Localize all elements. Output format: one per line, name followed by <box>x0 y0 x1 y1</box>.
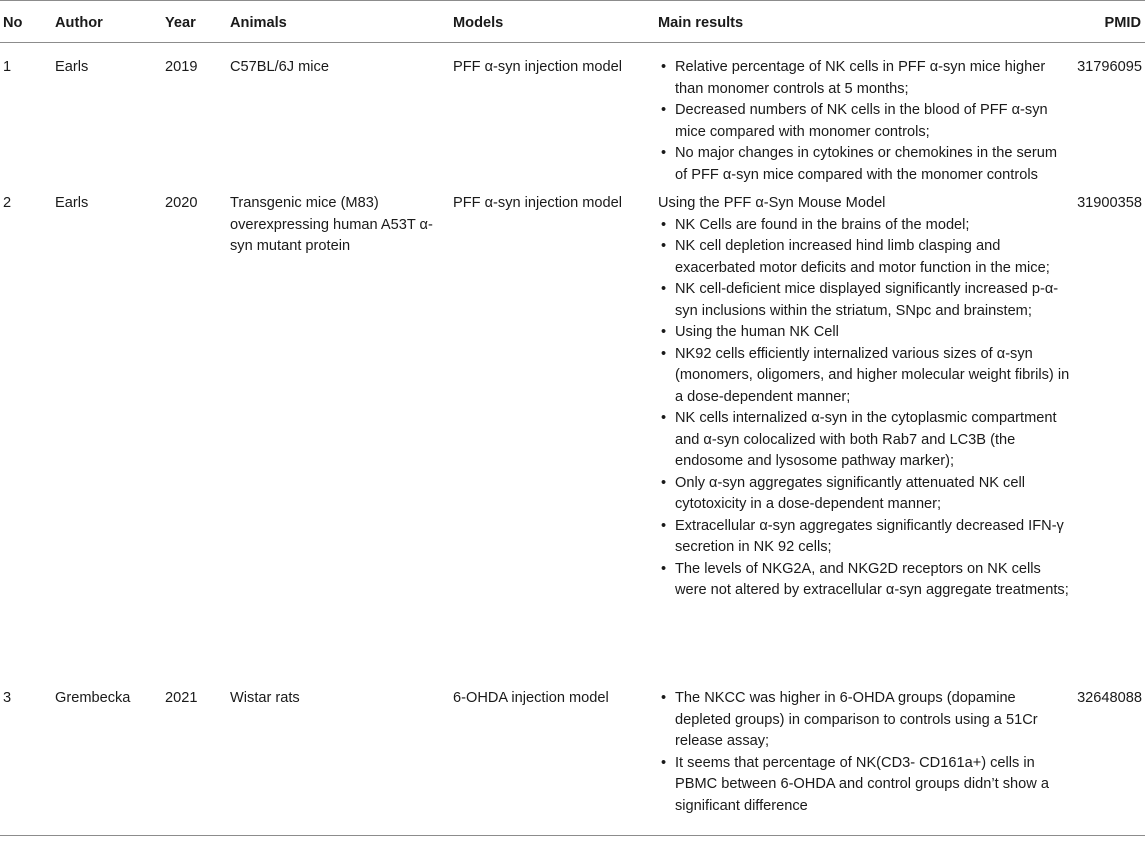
result-bullet-item: • NK cells internalized α-syn in the cytoplasmic compartment and α-syn colocalized with both Rab7 and LC3B (the endosome and lysosome pathway marker); <box>658 408 1070 473</box>
results-list <box>658 57 1070 186</box>
results-list <box>658 215 1070 602</box>
result-bullet-item: • Using the human NK Cell <box>658 322 1070 344</box>
cell-animals <box>230 687 453 836</box>
result-bullet-item: • Extracellular α-syn aggregates significantly decreased IFN-γ secretion in NK 92 cells; <box>658 516 1070 559</box>
cell-main-results <box>658 687 1070 836</box>
pmid-text: 32648088 <box>1077 690 1142 706</box>
result-bullet-item: • Relative percentage of NK cells in PFF α-syn mice higher than monomer controls at 5 months; <box>658 57 1070 100</box>
pmid-text: 31796095 <box>1077 59 1142 75</box>
table-row <box>0 191 1145 687</box>
result-bullet-item: • NK92 cells efficiently internalized various sizes of α-syn (monomers, oligomers, and higher molecular weight fibrils) in a dose-dependent manner; <box>658 344 1070 409</box>
cell-author-text: Earls <box>55 195 89 211</box>
header-row <box>0 1 1145 43</box>
header-models: Models <box>453 1 658 43</box>
cell-models <box>453 43 658 192</box>
result-bullet-item: • Only α-syn aggregates significantly attenuated NK cell cytotoxicity in a dose-dependent manner; <box>658 473 1070 516</box>
cell-year <box>165 687 230 836</box>
result-bullet-item: • The levels of NKG2A, and NKG2D receptors on NK cells were not altered by extracellular α-syn aggregate treatments; <box>658 559 1070 602</box>
result-bullet-item: • It seems that percentage of NK(CD3- CD161a+) cells in PBMC between 6-OHDA and control groups didn’t show a significant difference <box>658 753 1070 818</box>
cell-year-text: 2019 <box>165 59 198 75</box>
cell-main-results <box>658 43 1070 192</box>
cell-author-text: Grembecka <box>55 690 131 706</box>
cell-pmid <box>1070 191 1145 687</box>
cell-no-text: 3 <box>3 690 12 706</box>
table-row <box>0 687 1145 836</box>
cell-models-text: PFF α-syn injection model <box>453 195 623 211</box>
cell-pmid <box>1070 43 1145 192</box>
cell-year <box>165 43 230 192</box>
cell-models <box>453 687 658 836</box>
cell-animals-text: Wistar rats <box>230 690 300 706</box>
header-main-results: Main results <box>658 1 1070 43</box>
pmid-text: 31900358 <box>1077 195 1142 211</box>
cell-author <box>55 191 165 687</box>
results-content <box>658 687 1070 817</box>
cell-no-text: 2 <box>3 195 12 211</box>
result-bullet-item: • The NKCC was higher in 6-OHDA groups (dopamine depleted groups) in comparison to controls using a 51Cr release assay; <box>658 688 1070 753</box>
header-no: No <box>0 1 55 43</box>
cell-animals-text: C57BL/6J mice <box>230 59 329 75</box>
cell-pmid <box>1070 687 1145 836</box>
results-content <box>658 191 1070 602</box>
result-bullet-item: • Decreased numbers of NK cells in the blood of PFF α-syn mice compared with monomer controls; <box>658 100 1070 143</box>
cell-main-results <box>658 191 1070 687</box>
header-author: Author <box>55 1 165 43</box>
header-animals: Animals <box>230 1 453 43</box>
results-lead-text: Using the PFF α-Syn Mouse Model <box>658 195 886 211</box>
cell-author-text: Earls <box>55 59 89 75</box>
result-bullet-item: • No major changes in cytokines or chemokines in the serum of PFF α-syn mice compared with the monomer controls <box>658 143 1070 186</box>
cell-animals-text: Transgenic mice (M83) overexpressing human A53T α-syn mutant protein <box>230 195 433 254</box>
cell-year-text: 2020 <box>165 195 198 211</box>
result-bullet-item: • NK cell depletion increased hind limb clasping and exacerbated motor deficits and motor function in the mice; <box>658 236 1070 279</box>
results-list <box>658 688 1070 817</box>
results-content <box>658 43 1070 186</box>
cell-author <box>55 43 165 192</box>
cell-year-text: 2021 <box>165 690 198 706</box>
cell-models-text: PFF α-syn injection model <box>453 59 623 75</box>
result-bullet-item: • NK Cells are found in the brains of the model; <box>658 215 1070 237</box>
cell-author <box>55 687 165 836</box>
result-bullet-item: • NK cell-deficient mice displayed significantly increased p-α-syn inclusions within the striatum, SNpc and brainstem; <box>658 279 1070 322</box>
table-body <box>0 43 1145 836</box>
cell-no-text: 1 <box>3 59 12 75</box>
cell-year <box>165 191 230 687</box>
header-year: Year <box>165 1 230 43</box>
cell-no <box>0 43 55 192</box>
cell-animals <box>230 191 453 687</box>
table-row <box>0 43 1145 192</box>
cell-no <box>0 687 55 836</box>
cell-animals <box>230 43 453 192</box>
table-header <box>0 1 1145 43</box>
cell-models <box>453 191 658 687</box>
header-pmid: PMID <box>1070 1 1145 43</box>
cell-models-text: 6-OHDA injection model <box>453 690 609 706</box>
cell-no <box>0 191 55 687</box>
